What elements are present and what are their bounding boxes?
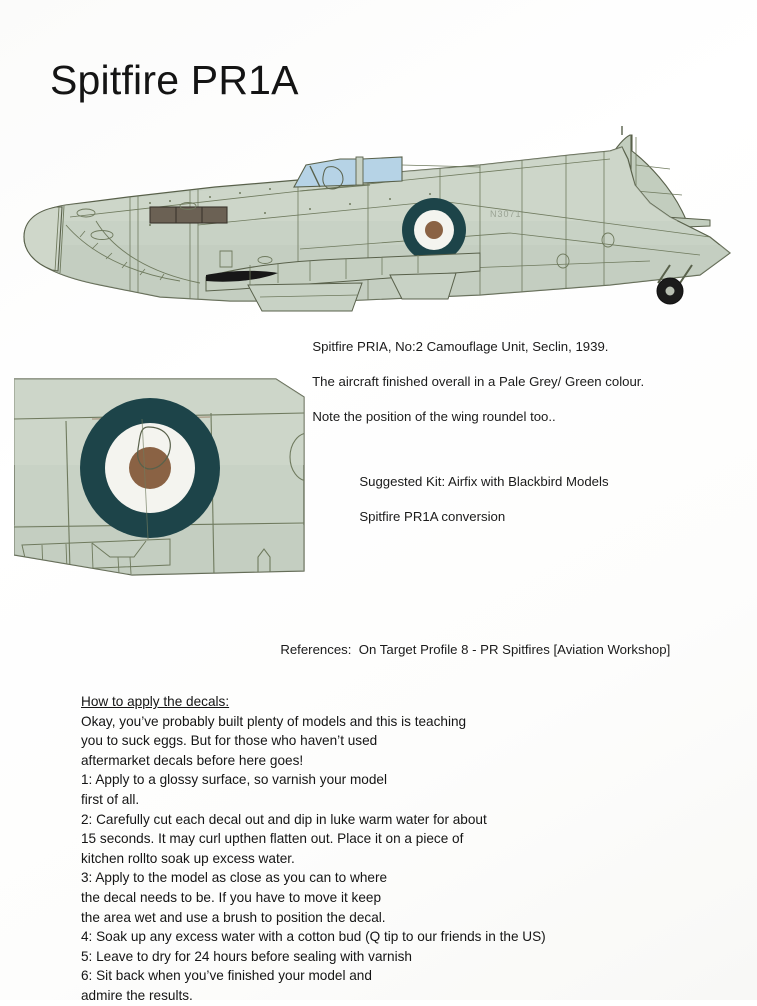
serial-marking: N3071 — [490, 209, 522, 219]
instructions-line-5: first of all. — [81, 791, 140, 807]
wing-roundel-closeup-svg — [14, 375, 334, 603]
instructions-line-8: kitchen rollto soak up excess water. — [81, 850, 295, 866]
aircraft-caption — [305, 320, 644, 426]
instructions-line-1: Okay, you’ve probably built plenty of models and this is teaching — [81, 713, 467, 729]
instructions-line-2: you to suck eggs. But for those who haven’t used — [81, 733, 378, 749]
aircraft-caption-line-3: Note the position of the wing roundel too.. — [312, 408, 556, 424]
suggested-kit-line-1: Suggested Kit: Airfix with Blackbird Models — [359, 473, 609, 489]
instructions-line-3: aftermarket decals before here goes! — [81, 752, 304, 768]
wing-roundel-centre — [129, 447, 171, 489]
wing-roundel-closeup-illustration — [14, 375, 334, 603]
instructions-line-10: the decal needs to be. If you have to move it keep — [81, 889, 382, 905]
instructions-line-14: 6: Sit back when you’ve finished your model and — [81, 968, 372, 984]
decal-instructions — [81, 692, 681, 1006]
aircraft-profile-illustration — [10, 125, 750, 320]
instructions-line-13: 5: Leave to dry for 24 hours before sealing with varnish — [81, 948, 412, 964]
instructions-line-12: 4: Soak up any excess water with a cotton bud (Q tip to our friends in the US) — [81, 929, 546, 945]
page-title: Spitfire PR1A — [50, 57, 299, 103]
suggested-kit-line-2: Spitfire PR1A conversion — [359, 508, 506, 524]
aircraft-profile-svg — [10, 125, 750, 320]
aircraft-caption-line-1: Spitfire PRIA, No:2 Camouflage Unit, Seclin, 1939. — [312, 338, 609, 354]
instructions-line-9: 3: Apply to the model as close as you can to where — [81, 870, 388, 886]
instructions-line-4: 1: Apply to a glossy surface, so varnish your model — [81, 772, 388, 788]
propeller-spinner — [24, 206, 64, 273]
references-line-1: References: On Target Profile 8 - PR Spitfires [Aviation Workshop] — [280, 641, 671, 657]
fuselage-roundel — [402, 198, 466, 262]
wing-roundel — [80, 398, 220, 538]
instructions-line-6: 2: Carefully cut each decal out and dip in luke warm water for about — [81, 811, 487, 827]
instructions-line-15: admire the results. — [81, 987, 193, 1003]
suggested-kit-caption — [352, 455, 609, 525]
instructions-line-7: 15 seconds. It may curl upthen flatten out. Place it on a piece of — [81, 831, 464, 847]
instructions-line-11: the area wet and use a brush to position the decal. — [81, 909, 386, 925]
instructions-heading: How to apply the decals: — [81, 694, 230, 709]
references-caption — [273, 623, 670, 658]
aircraft-caption-line-2: The aircraft finished overall in a Pale Grey/ Green colour. — [312, 373, 645, 389]
